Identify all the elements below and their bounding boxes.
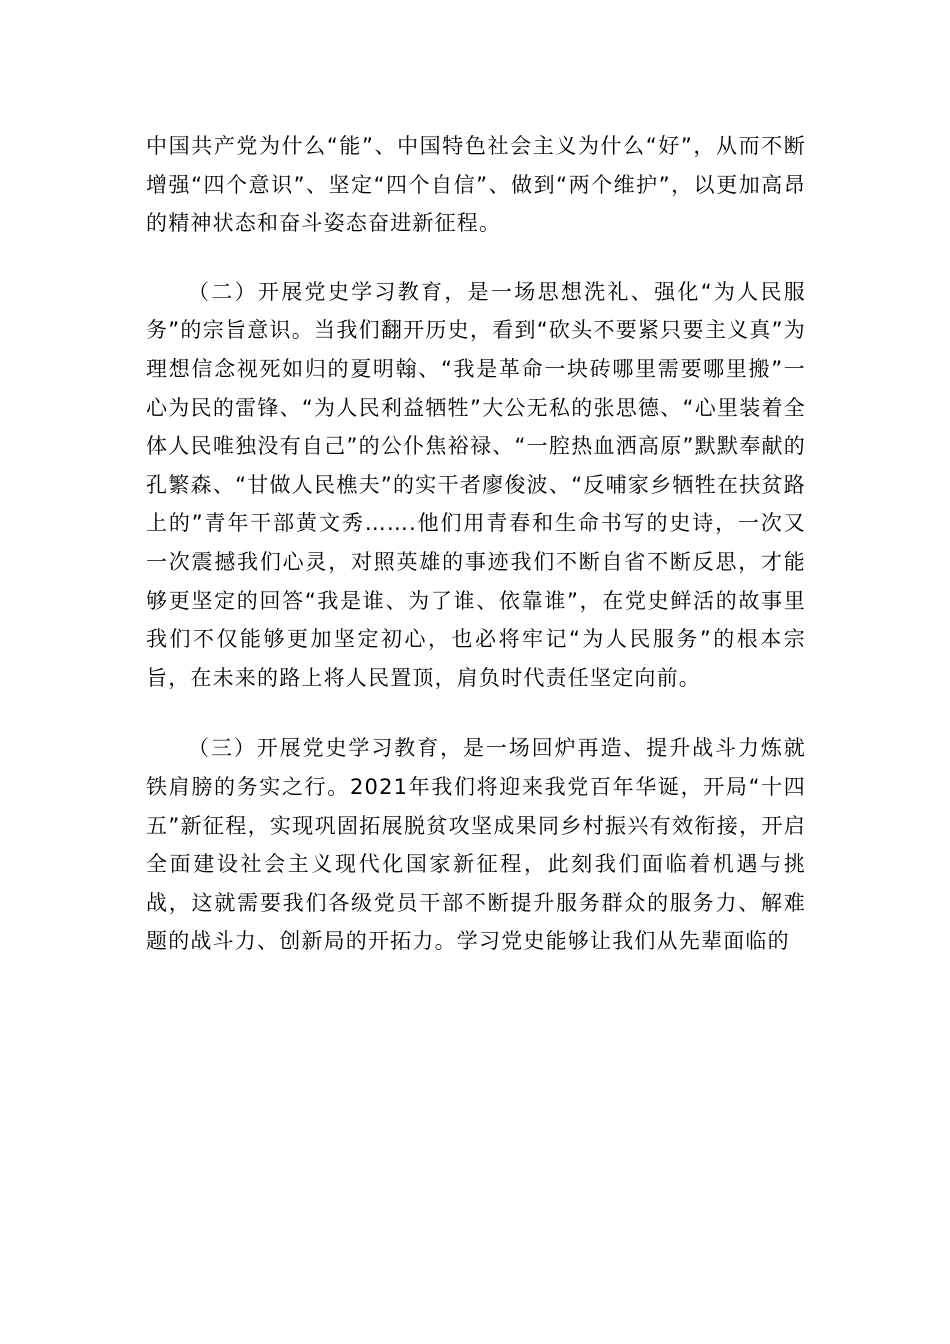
paragraph-continuation: 中国共产党为什么“能”、中国特色社会主义为什么“好”，从而不断增强“四个意识”、坚定“四个自信”、做到“两个维护”，以更加高昂的精神状态和奋斗姿态奋进新征程。 — [146, 134, 806, 236]
paragraph-section-three: （三）开展党史学习教育，是一场回炉再造、提升战斗力炼就铁肩膀的务实之行。2021年我们将迎来我党百年华诞，开局“十四五”新征程，实现巩固拓展脱贫攻坚成果同乡村振兴有效衔接，开启全面建设社会主义现代化国家新征程，此刻我们面临着机遇与挑战，这就需要我们各级党员干部不断提升服务群众的服务力、解难题的战斗力、创新局的开拓力。学习党史能够让我们从先辈面临的 — [146, 736, 806, 954]
paragraph-section-two: （二）开展党史学习教育，是一场思想洗礼、强化“为人民服务”的宗旨意识。当我们翻开历史，看到“砍头不要紧只要主义真”为理想信念视死如归的夏明翰、“我是革命一块砖哪里需要哪里搬”一心为民的雷锋、“为人民利益牺牲”大公无私的张思德、“心里装着全体人民唯独没有自己”的公仆焦裕禄、“一腔热血洒高原”默默奉献的孔繁森、“甘做人民樵夫”的实干者廖俊波、“反哺家乡牺牲在扶贫路上的”青年干部黄文秀…….他们用青春和生命书写的史诗，一次又一次震撼我们心灵，对照英雄的事迹我们不断自省不断反思，才能够更坚定的回答“我是谁、为了谁、依靠谁”，在党史鲜活的故事里我们不仅能够更加坚定初心，也必将牢记“为人民服务”的根本宗旨，在未来的路上将人民置顶，肩负时代责任坚定向前。 — [146, 279, 806, 690]
document-body — [146, 127, 806, 961]
